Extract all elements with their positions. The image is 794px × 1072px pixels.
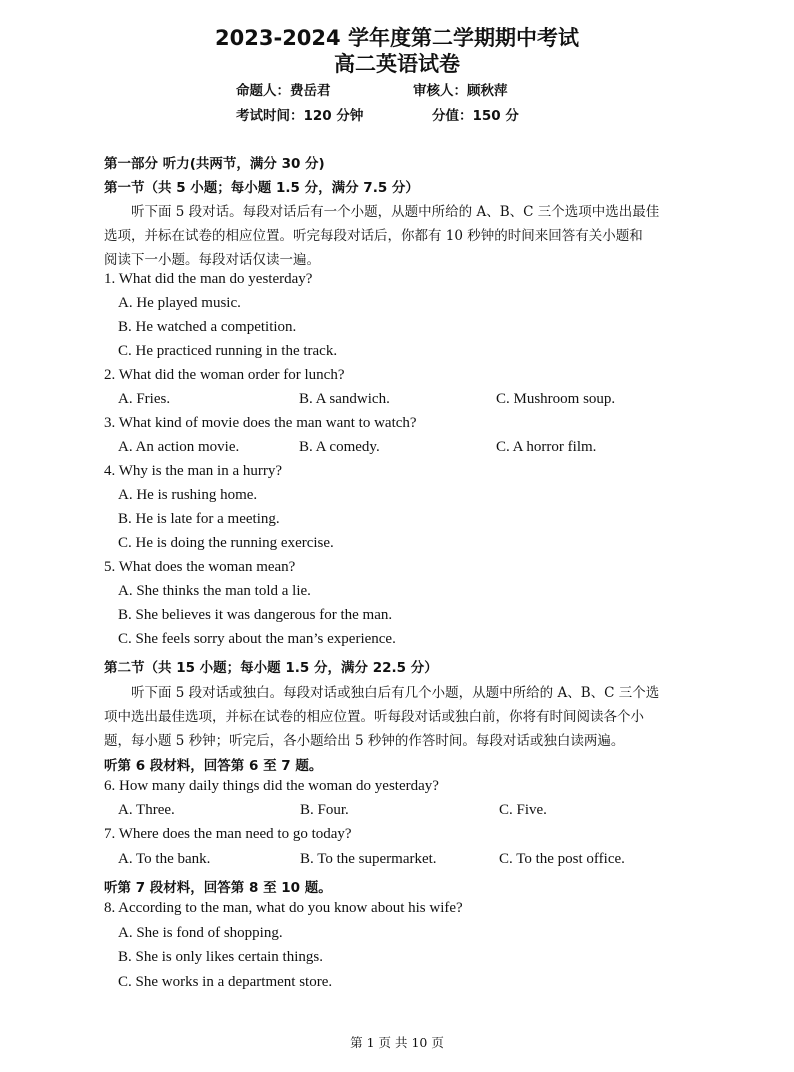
setter-label: 命题人：费岳君 [236,83,331,99]
material-heading: 听第 6 段材料，回答第 6 至 7 题。 [104,758,323,774]
section2-instruction-line: 项中选出最佳选项，并标在试卷的相应位置。听每段对话或独白前，你将有时间阅读各个小 [104,709,644,725]
question-stem: 2. What did the woman order for lunch? [104,367,345,383]
option-b: B. He is late for a meeting. [118,511,280,527]
exam-subtitle: 高二英语试卷 [334,52,460,76]
option-a: A. To the bank. [118,851,211,867]
option-c: C. She works in a department store. [118,974,333,990]
option-c: C. A horror film. [496,439,597,455]
option-a: A. He is rushing home. [118,487,258,503]
question-stem: 5. What does the woman mean? [104,559,296,575]
option-b: B. She is only likes certain things. [118,949,323,965]
question-stem: 8. According to the man, what do you know about his wife? [104,900,463,916]
reviewer-label: 审核人：顾秋萍 [413,83,508,99]
option-a: A. An action movie. [118,439,240,455]
option-c: C. Mushroom soup. [496,391,616,407]
section2-instruction-line: 听下面 5 段对话或独白。每段对话或独白后有几个小题，从题中所给的 A、B、C 三个选 [131,685,660,701]
question-stem: 6. How many daily things did the woman do yesterday? [104,778,439,794]
option-a: A. Fries. [118,391,171,407]
option-b: B. To the supermarket. [300,851,437,867]
section2-heading: 第二节（共 15 小题；每小题 1.5 分，满分 22.5 分） [104,660,438,676]
exam-score-label: 分值：150 分 [432,108,519,124]
section1-heading: 第一节（共 5 小题；每小题 1.5 分，满分 7.5 分） [104,180,419,196]
exam-title: 2023-2024 学年度第二学期期中考试 [215,26,579,50]
section1-instruction-line: 选项，并标在试卷的相应位置。听完每段对话后，你都有 10 秒钟的时间来回答有关小题和 [104,228,643,244]
option-a: A. She is fond of shopping. [118,925,283,941]
option-b: B. A comedy. [299,439,380,455]
option-b: B. He watched a competition. [118,319,297,335]
option-a: A. She thinks the man told a lie. [118,583,311,599]
question-stem: 7. Where does the man need to go today? [104,826,352,842]
option-c: C. To the post office. [499,851,625,867]
option-c: C. He practiced running in the track. [118,343,338,359]
section1-instruction-line: 阅读下一小题。每段对话仅读一遍。 [104,252,320,268]
option-c: C. She feels sorry about the man’s experience. [118,631,396,647]
question-stem: 4. Why is the man in a hurry? [104,463,283,479]
option-b: B. Four. [300,802,349,818]
option-a: A. He played music. [118,295,241,311]
exam-time-label: 考试时间：120 分钟 [236,108,364,124]
page-number: 第 1 页 共 10 页 [350,1035,444,1050]
question-stem: 1. What did the man do yesterday? [104,271,313,287]
option-b: B. She believes it was dangerous for the man. [118,607,393,623]
option-c: C. Five. [499,802,547,818]
question-stem: 3. What kind of movie does the man want to watch? [104,415,417,431]
material-heading: 听第 7 段材料，回答第 8 至 10 题。 [104,880,332,896]
option-c: C. He is doing the running exercise. [118,535,334,551]
section2-instruction-line: 题，每小题 5 秒钟；听完后，各小题给出 5 秒钟的作答时间。每段对话或独白读两遍。 [104,733,625,749]
part1-heading: 第一部分 听力(共两节，满分 30 分) [104,156,325,172]
option-b: B. A sandwich. [299,391,390,407]
section1-instruction-line: 听下面 5 段对话。每段对话后有一个小题，从题中所给的 A、B、C 三个选项中选出最佳 [131,204,660,220]
option-a: A. Three. [118,802,175,818]
